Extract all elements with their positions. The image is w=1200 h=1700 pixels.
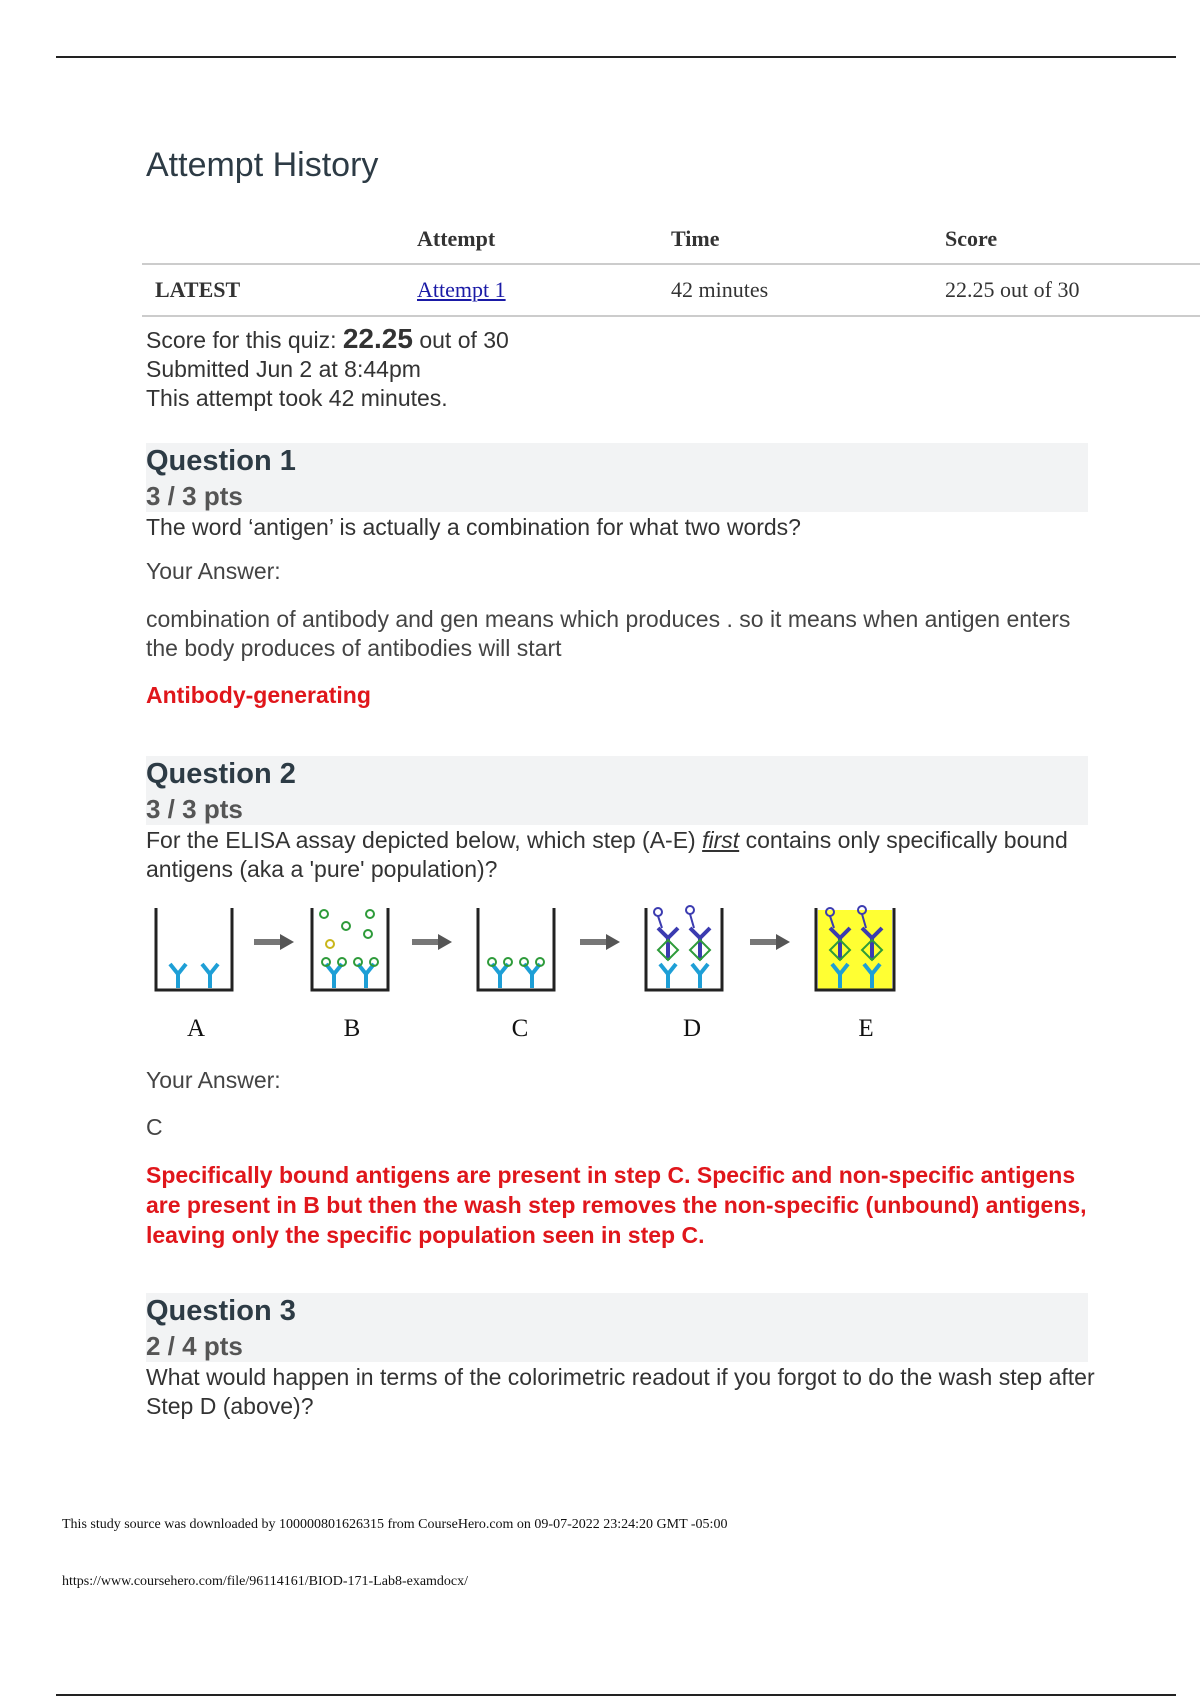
header-blank (142, 215, 417, 264)
step-label-a: A (186, 1015, 206, 1042)
question-1-title: Question 1 (146, 445, 296, 477)
quiz-summary (146, 324, 509, 413)
question-1-correct-answer: Antibody-generating (146, 682, 371, 708)
well-c (478, 908, 554, 990)
question-2-points: 3 / 3 pts (146, 794, 243, 824)
elisa-diagram (146, 900, 926, 1050)
question-2-text-emphasis: first (702, 827, 740, 853)
question-2-title: Question 2 (146, 758, 296, 790)
duration-line: This attempt took 42 minutes. (146, 385, 448, 411)
footer-source: This study source was downloaded by 100000801626315 from CourseHero.com on 09-07-2022 23:24:20 GMT -05:00 (62, 1517, 728, 1532)
question-2-answer-label: Your Answer: (146, 1067, 281, 1093)
arrow-icon (580, 934, 620, 950)
header-score: Score (945, 226, 998, 251)
score-prefix: Score for this quiz: (146, 327, 343, 353)
question-3-points: 2 / 4 pts (146, 1331, 243, 1361)
table-row (142, 264, 1200, 316)
step-label-b: B (343, 1015, 361, 1042)
page-title: Attempt History (146, 146, 379, 184)
arrow-icon (750, 934, 790, 950)
footer-url: https://www.coursehero.com/file/96114161/BIOD-171-Lab8-examdocx/ (62, 1574, 469, 1589)
question-3-title: Question 3 (146, 1295, 296, 1327)
question-2-text-start: For the ELISA assay depicted below, which step (A-E) (146, 827, 703, 853)
arrow-icon (412, 934, 452, 950)
attempt-score: 22.25 out of 30 (945, 264, 1200, 316)
well-a (156, 908, 232, 990)
question-2-correct-answer: Specifically bound antigens are present in step C. Specific and non-specific antigens are present in B but then the wash step removes the non-specific (unbound) antigens, leaving only the specific population seen in step C. (146, 1162, 1087, 1248)
question-1-header (146, 443, 1088, 512)
question-3-header (146, 1293, 1088, 1362)
question-1-answer-label: Your Answer: (146, 558, 281, 584)
well-d (646, 906, 722, 990)
question-1-text: The word ‘antigen’ is actually a combination for what two words? (146, 514, 801, 540)
bottom-rule (56, 1694, 1176, 1696)
question-1-points: 3 / 3 pts (146, 481, 243, 511)
step-label-d: D (682, 1015, 702, 1042)
step-label-c: C (511, 1015, 529, 1042)
well-e (816, 906, 894, 990)
score-suffix: out of 30 (412, 327, 509, 353)
question-1-answer: combination of antibody and gen means which produces . so it means when antigen enters the body produces of antibodies will start (146, 606, 1071, 661)
table-header-row (142, 215, 1200, 264)
arrow-icon (254, 934, 294, 950)
score-value: 22.25 (342, 323, 413, 354)
attempt-time: 42 minutes (671, 264, 945, 316)
question-3-text: What would happen in terms of the colorimetric readout if you forgot to do the wash step after Step D (above)? (146, 1364, 1095, 1419)
header-attempt: Attempt (417, 226, 496, 251)
attempt-link[interactable]: Attempt 1 (417, 277, 506, 302)
top-rule (56, 56, 1176, 58)
latest-tag: LATEST (142, 264, 417, 316)
question-2-text-end: contains only specifically bound antigens (aka a 'pure' population)? (146, 827, 1068, 882)
step-label-e: E (858, 1015, 874, 1042)
question-2-answer: C (146, 1114, 163, 1140)
attempt-history-table (142, 215, 1200, 317)
question-2-header (146, 756, 1088, 825)
question-2-text (146, 826, 1106, 884)
submitted-line: Submitted Jun 2 at 8:44pm (146, 356, 421, 382)
score-line (146, 324, 509, 355)
well-b (312, 908, 388, 990)
header-time: Time (671, 226, 720, 251)
